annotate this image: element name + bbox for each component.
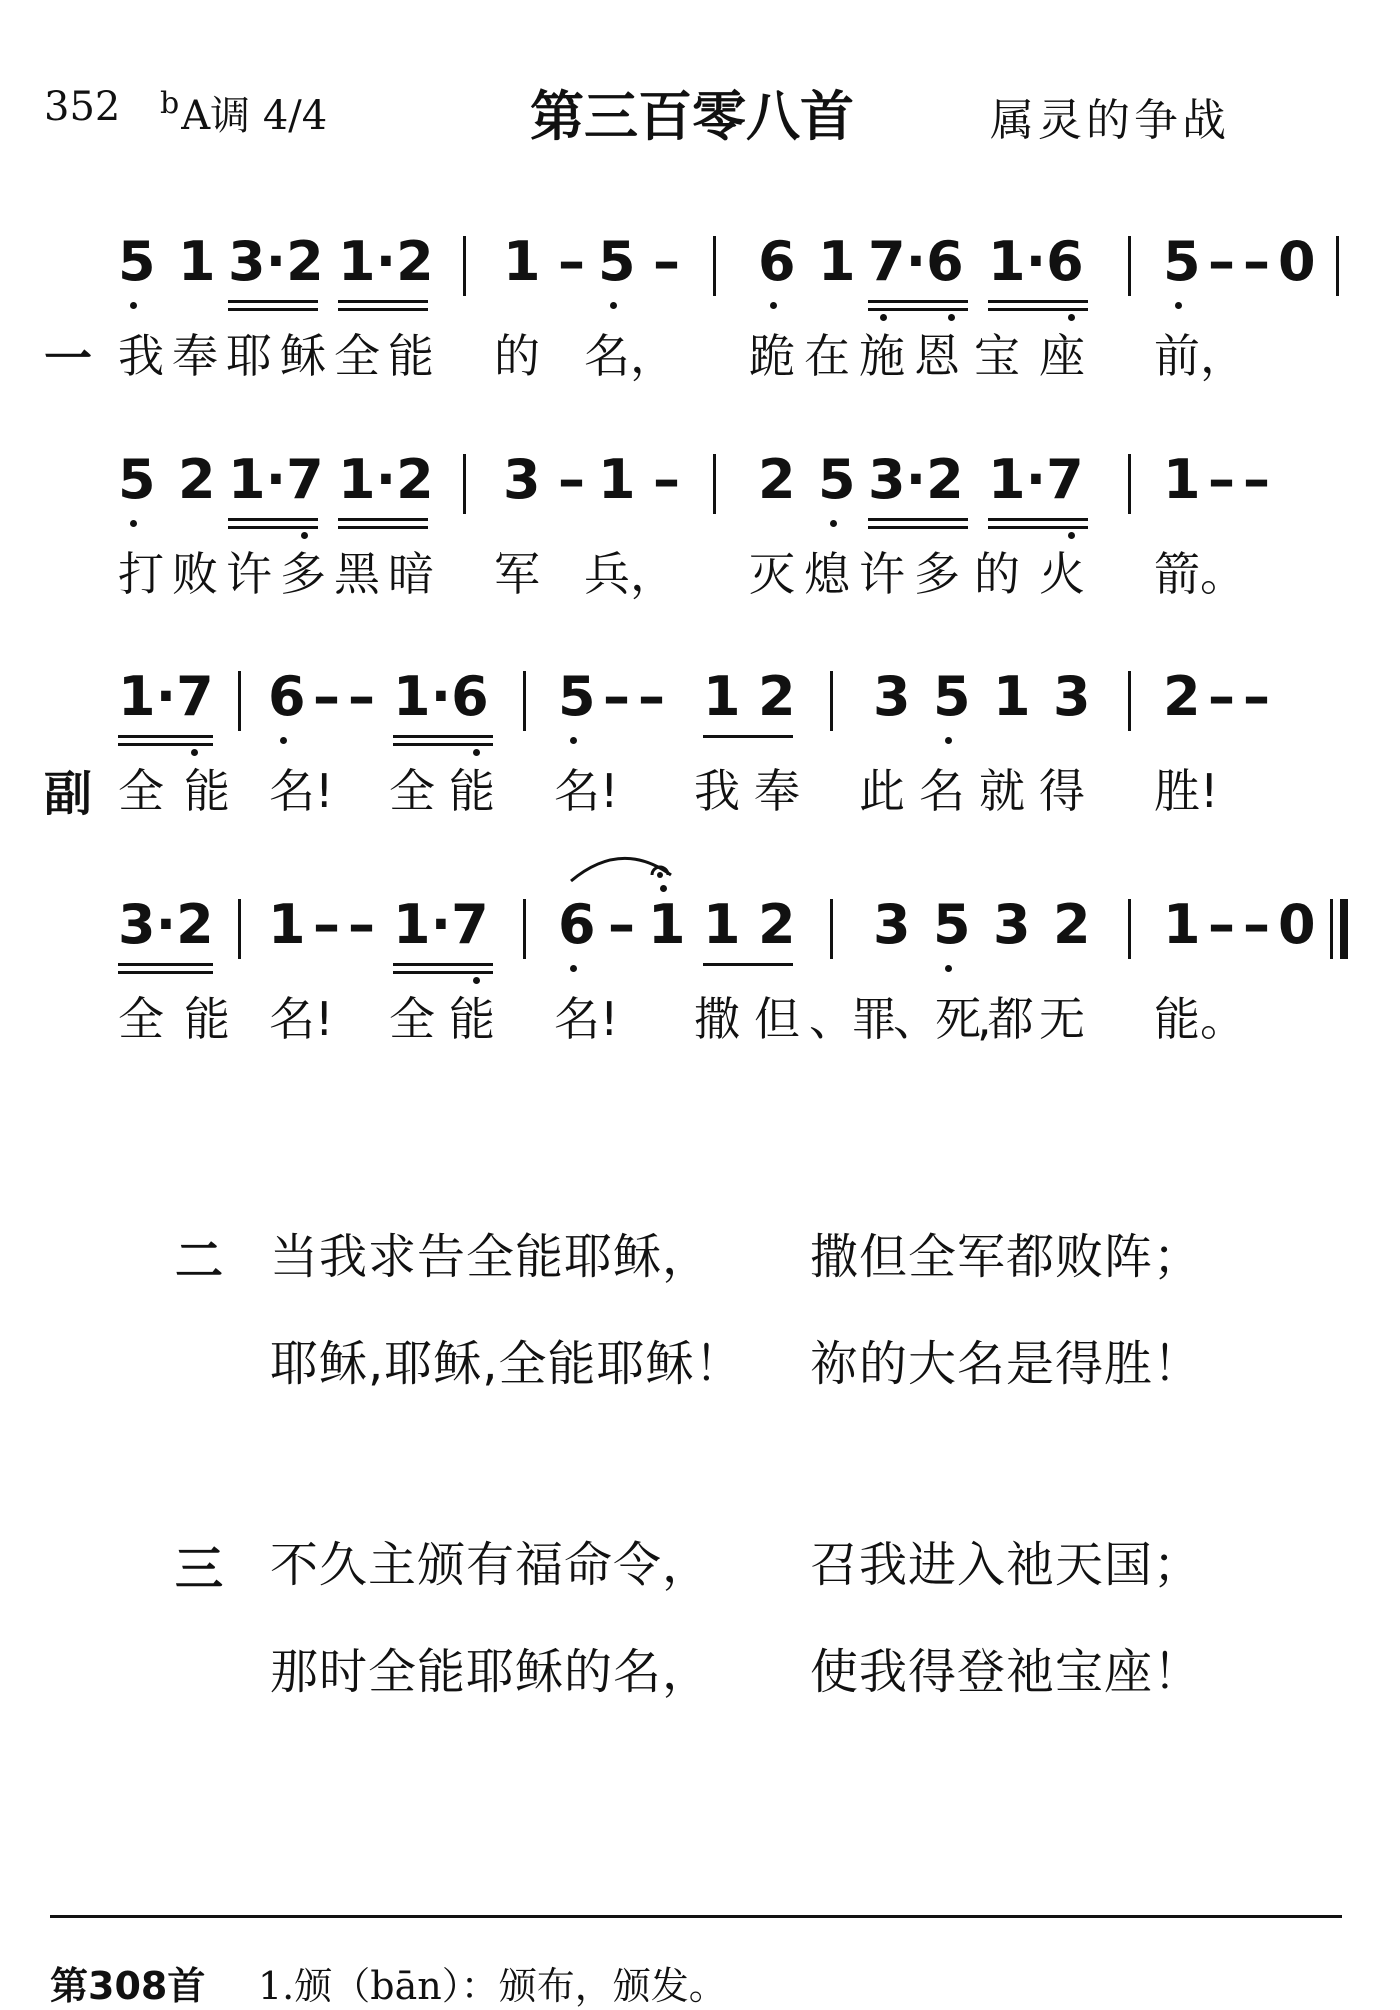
- beam: [338, 300, 428, 303]
- lyric: 撒: [694, 992, 740, 1046]
- bar-line: [523, 671, 526, 731]
- beam: [228, 308, 318, 311]
- lyric: 我: [694, 764, 740, 818]
- lyrics-row-1: [44, 320, 1344, 387]
- note: 6: [758, 230, 796, 293]
- note: 1: [1163, 893, 1201, 956]
- note: 3·2: [118, 893, 214, 956]
- note: –: [1243, 893, 1270, 956]
- lyric: 在: [804, 329, 850, 383]
- beam: [228, 526, 318, 529]
- lyric: 但: [754, 992, 800, 1046]
- footnote-text: 1.颁（bān）：颁布，颁发。: [258, 1964, 727, 2008]
- lyric: 败: [172, 547, 218, 601]
- bar-line: [1128, 671, 1131, 731]
- beam: [988, 518, 1088, 521]
- fermata-tie-icon: [566, 845, 676, 885]
- lyric: 名，: [584, 329, 676, 383]
- lyric: 、罪、死,都: [809, 992, 1030, 1046]
- chorus-label: 副: [44, 766, 93, 822]
- octave-dot: [570, 965, 577, 972]
- notation-row-2: [118, 448, 1348, 538]
- lyric: 宝: [974, 329, 1020, 383]
- lyric: 我: [118, 329, 164, 383]
- lyric: 灭: [749, 547, 795, 601]
- lyric: 火: [1039, 547, 1085, 601]
- bar-line: [1336, 236, 1339, 296]
- lyric: 的: [974, 547, 1020, 601]
- note: 5: [558, 665, 596, 728]
- note: 5: [933, 893, 971, 956]
- bar-line: [238, 671, 241, 731]
- note: 1·6: [393, 665, 489, 728]
- lyric: 名: [919, 764, 965, 818]
- verse2-line1b: 撒但全军都败阵；: [810, 1229, 1203, 1285]
- lyrics-row-2: [44, 538, 1344, 601]
- beam: [988, 300, 1088, 303]
- lyric: 名!: [269, 764, 334, 818]
- note: 3·2: [228, 230, 324, 293]
- footnote-hymn-number: 第308首: [50, 1964, 206, 2008]
- flat-sign: b: [160, 86, 180, 121]
- octave-dot: [280, 737, 287, 744]
- beam: [393, 971, 493, 974]
- lyric: 前，: [1154, 329, 1246, 383]
- beam: [118, 971, 213, 974]
- lyric: 此: [859, 764, 905, 818]
- lyric: 恩: [914, 329, 960, 383]
- lyric: 熄: [804, 547, 850, 601]
- notation-row-3: [118, 665, 1348, 755]
- octave-dot: [945, 737, 952, 744]
- note: –: [653, 230, 680, 293]
- lyric: 许: [859, 547, 905, 601]
- verse2-line2b: 祢的大名是得胜！: [810, 1336, 1203, 1392]
- beam: [228, 300, 318, 303]
- page-number: 352: [44, 84, 121, 130]
- lyric: 施: [859, 329, 905, 383]
- note: 2: [1163, 665, 1201, 728]
- note: –: [1208, 448, 1235, 511]
- bar-line: [523, 899, 526, 959]
- note: 3: [1053, 665, 1091, 728]
- octave-dot: [610, 302, 617, 309]
- note: 5: [818, 448, 856, 511]
- note: 1: [268, 893, 306, 956]
- beam: [868, 300, 968, 303]
- note: 7·6: [868, 230, 964, 293]
- lyric: 耶: [226, 329, 272, 383]
- lyric: 全: [118, 992, 164, 1046]
- note: 1: [598, 448, 636, 511]
- lyric: 多: [280, 547, 326, 601]
- footnote-divider: [50, 1915, 1342, 1918]
- bar-line: [1128, 899, 1131, 959]
- lyric: 的: [494, 329, 540, 383]
- lyric: 能: [388, 329, 434, 383]
- octave-dot: [1175, 302, 1182, 309]
- beam: [338, 518, 428, 521]
- bar-line: [463, 454, 466, 514]
- lyric: 无: [1039, 992, 1085, 1046]
- bar-line: [238, 899, 241, 959]
- note: 6: [268, 665, 306, 728]
- lyric: 座: [1039, 329, 1085, 383]
- note: 2: [178, 448, 216, 511]
- beam: [868, 526, 968, 529]
- bar-line: [830, 671, 833, 731]
- beam: [393, 735, 493, 738]
- note: 5: [1163, 230, 1201, 293]
- lyric: 打: [118, 547, 164, 601]
- beam: [118, 963, 213, 966]
- lyric: 黑: [334, 547, 380, 601]
- hymn-category: 属灵的争战: [990, 95, 1230, 146]
- note: –: [608, 893, 635, 956]
- bar-line: [713, 454, 716, 514]
- note: 1: [1163, 448, 1201, 511]
- beam: [868, 308, 968, 311]
- lyrics-row-3: [44, 755, 1344, 822]
- final-bar-thick: [1340, 899, 1348, 959]
- notation-row-4: [118, 893, 1348, 983]
- verse2-line1a: 当我求告全能耶稣，: [270, 1229, 712, 1285]
- note: 3·2: [868, 448, 964, 511]
- octave-dot-high: [660, 885, 667, 892]
- note: 3: [873, 665, 911, 728]
- lyric: 箭。: [1154, 547, 1246, 601]
- note: –: [653, 448, 680, 511]
- octave-dot: [830, 520, 837, 527]
- lyric: 许: [226, 547, 272, 601]
- lyric: 就: [979, 764, 1025, 818]
- lyric: 能。: [1154, 992, 1246, 1046]
- note: –: [1208, 230, 1235, 293]
- note: –: [313, 665, 340, 728]
- beam: [338, 526, 428, 529]
- note: 1·2: [338, 448, 434, 511]
- hymn-title: 第三百零八首: [530, 85, 854, 148]
- lyric: 名!: [269, 992, 334, 1046]
- octave-dot: [130, 302, 137, 309]
- beam: [118, 735, 213, 738]
- note: 1: [648, 893, 686, 956]
- note: 1: [703, 893, 741, 956]
- lyric: 全: [334, 329, 380, 383]
- beam: [393, 743, 493, 746]
- note: –: [348, 665, 375, 728]
- lyric: 名!: [554, 992, 619, 1046]
- octave-dot: [130, 520, 137, 527]
- stanza-label: 一: [44, 331, 93, 387]
- verse3-line2b: 使我得登祂宝座！: [810, 1644, 1203, 1700]
- lyrics-row-4: [44, 983, 1344, 1046]
- lyric: 奉: [754, 764, 800, 818]
- note: 1·2: [338, 230, 434, 293]
- note: 2: [758, 893, 796, 956]
- note: 1·6: [988, 230, 1084, 293]
- lyric: 能: [184, 764, 230, 818]
- note: 1·7: [118, 665, 214, 728]
- beam: [118, 743, 213, 746]
- key-signature: [160, 84, 327, 141]
- bar-line: [1128, 236, 1131, 296]
- note: 1: [818, 230, 856, 293]
- note: 1: [703, 665, 741, 728]
- note: –: [1208, 665, 1235, 728]
- note: –: [1243, 448, 1270, 511]
- note: –: [603, 665, 630, 728]
- bar-line: [1128, 454, 1131, 514]
- beam: [703, 735, 793, 738]
- lyric: 能: [184, 992, 230, 1046]
- note: 1·7: [228, 448, 324, 511]
- note: –: [348, 893, 375, 956]
- beam: [703, 963, 793, 966]
- note: 3: [503, 448, 541, 511]
- final-bar-thin: [1330, 899, 1333, 959]
- note: 5: [118, 230, 156, 293]
- lyric: 兵，: [584, 547, 676, 601]
- note: 5: [933, 665, 971, 728]
- lyric: 全: [389, 992, 435, 1046]
- bar-line: [830, 899, 833, 959]
- lyric: 奉: [172, 329, 218, 383]
- lyric: 跪: [749, 329, 795, 383]
- lyric: 多: [914, 547, 960, 601]
- beam: [338, 308, 428, 311]
- beam: [868, 518, 968, 521]
- lyric: 得: [1039, 764, 1085, 818]
- lyric: 军: [494, 547, 540, 601]
- bar-line: [463, 236, 466, 296]
- lyric: 胜!: [1154, 764, 1219, 818]
- note: 1: [993, 665, 1031, 728]
- note: 2: [758, 448, 796, 511]
- note: 5: [598, 230, 636, 293]
- note: 3: [873, 893, 911, 956]
- notation-row-1: [118, 230, 1348, 320]
- lyric: 能: [449, 992, 495, 1046]
- key-time: A调 4/4: [181, 93, 328, 139]
- note: –: [1243, 665, 1270, 728]
- lyric: 全: [118, 764, 164, 818]
- note: 1: [178, 230, 216, 293]
- octave-dot: [770, 302, 777, 309]
- note: –: [313, 893, 340, 956]
- note: 1·7: [393, 893, 489, 956]
- lyric: 名!: [554, 764, 619, 818]
- note: –: [1208, 893, 1235, 956]
- note: 0: [1278, 893, 1316, 956]
- verse3-line1b: 召我进入祂天国；: [810, 1537, 1203, 1593]
- note: –: [558, 448, 585, 511]
- verse3-line2a: 那时全能耶稣的名，: [270, 1644, 712, 1700]
- beam: [988, 526, 1088, 529]
- bar-line: [713, 236, 716, 296]
- beam: [228, 518, 318, 521]
- verse-label-3: 三: [175, 1541, 224, 1597]
- note: 2: [1053, 893, 1091, 956]
- note: –: [638, 665, 665, 728]
- note: –: [558, 230, 585, 293]
- octave-dot: [570, 737, 577, 744]
- verse3-line1a: 不久主颁有福命令，: [270, 1537, 712, 1593]
- lyric: 稣: [280, 329, 326, 383]
- note: 5: [118, 448, 156, 511]
- verse-label-2: 二: [175, 1233, 224, 1289]
- note: 1: [503, 230, 541, 293]
- beam: [988, 308, 1088, 311]
- lyric: 能: [449, 764, 495, 818]
- note: 6: [558, 893, 596, 956]
- lyric: 暗: [388, 547, 434, 601]
- lyric: 全: [389, 764, 435, 818]
- note: 0: [1278, 230, 1316, 293]
- octave-dot: [945, 965, 952, 972]
- beam: [393, 963, 493, 966]
- note: –: [1243, 230, 1270, 293]
- note: 3: [993, 893, 1031, 956]
- note: 2: [758, 665, 796, 728]
- note: 1·7: [988, 448, 1084, 511]
- verse2-line2a: 耶稣,耶稣,全能耶稣！: [270, 1336, 744, 1392]
